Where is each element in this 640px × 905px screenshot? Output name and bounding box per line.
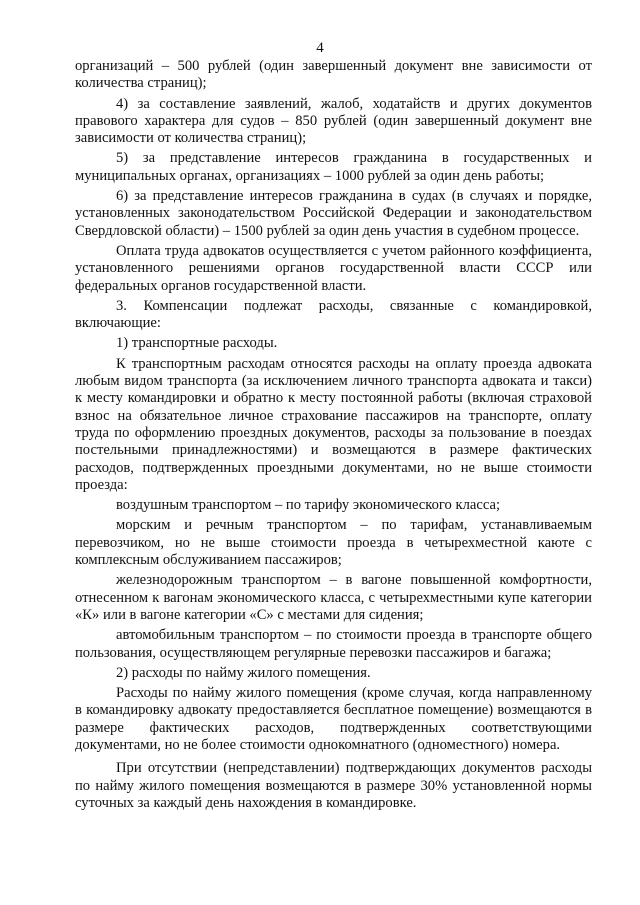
paragraph-item-5: 5) за представление интересов гражданина в государственных и муниципальных органах, организациях – 1000 рублей за один день работы; xyxy=(75,150,592,184)
paragraph-item-4: 4) за составление заявлений, жалоб, ходатайств и других документов правового характера для судов – 850 рублей (один завершенный документ вне зависимости от количества страниц); xyxy=(75,95,592,147)
paragraph-housing-expenses: 2) расходы по найму жилого помещения. xyxy=(116,664,371,681)
paragraph-transport-expenses: 1) транспортные расходы. xyxy=(116,335,278,352)
paragraph-rail-transport: железнодорожным транспортом – в вагоне повышенной комфортности, отнесенном к вагонам экономического класса, с четырехместными купе категории «К» или в вагоне категории «С» с местами для сидения; xyxy=(75,572,592,623)
paragraph-no-documents: При отсутствии (непредставлении) подтверждающих документов расходы по найму жилого помещения возмещаются в размере 30% установленной нормы суточных за каждый день нахождения в командировке. xyxy=(75,760,592,811)
page-number: 4 xyxy=(316,40,324,56)
paragraph-road-transport: автомобильным транспортом – по стоимости проезда в транспорте общего пользования, осуществляющем регулярные перевозки пассажиров и багажа; xyxy=(75,627,592,661)
paragraph-air-transport: воздушным транспортом – по тарифу экономического класса; xyxy=(116,497,501,514)
paragraph-sea-river-transport: морским и речным транспортом – по тарифам, устанавливаемым перевозчиком, но не выше стоимости проезда в четырехместной каюте с комплексным обслуживанием пассажиров; xyxy=(75,517,592,569)
document-body xyxy=(75,58,592,812)
paragraph-regional-coefficient: Оплата труда адвокатов осуществляется с учетом районного коэффициента, установленного решениями органов государственной власти СССР или федеральных органов государственной власти. xyxy=(75,242,592,294)
paragraph-continuation: организаций – 500 рублей (один завершенный документ вне зависимости от количества страниц); xyxy=(75,58,592,92)
paragraph-housing-details: Расходы по найму жилого помещения (кроме случая, когда направленному в командировку адвокату предоставляется бесплатное помещение) возмещаются в размере фактических расходов, подтвержденных соответствующими документами, но не более стоимости однокомнатного (одноместного) номера. xyxy=(75,685,592,753)
paragraph-section-3: 3. Компенсации подлежат расходы, связанные с командировкой, включающие: xyxy=(75,297,592,332)
paragraph-item-6: 6) за представление интересов гражданина в судах (в случаях и порядке, установленных законодательством Российской Федерации и законодательством Свердловской области) – 1500 рублей за один день участия в судебном процессе. xyxy=(75,188,592,239)
paragraph-transport-details: К транспортным расходам относятся расходы на оплату проезда адвоката любым видом транспорта (за исключением личного транспорта адвоката и такси) к месту командировки и обратно к месту постоянной работы (включая страховой взнос на обязательное личное страхование пассажиров на транспорте, оплату труда по оформлению проездных документов, расходы за пользование в поездах постельными принадлежностями) и возмещаются в размере фактических расходов, подтвержденных проездными документами, но не выше стоимости проезда: xyxy=(75,355,592,493)
